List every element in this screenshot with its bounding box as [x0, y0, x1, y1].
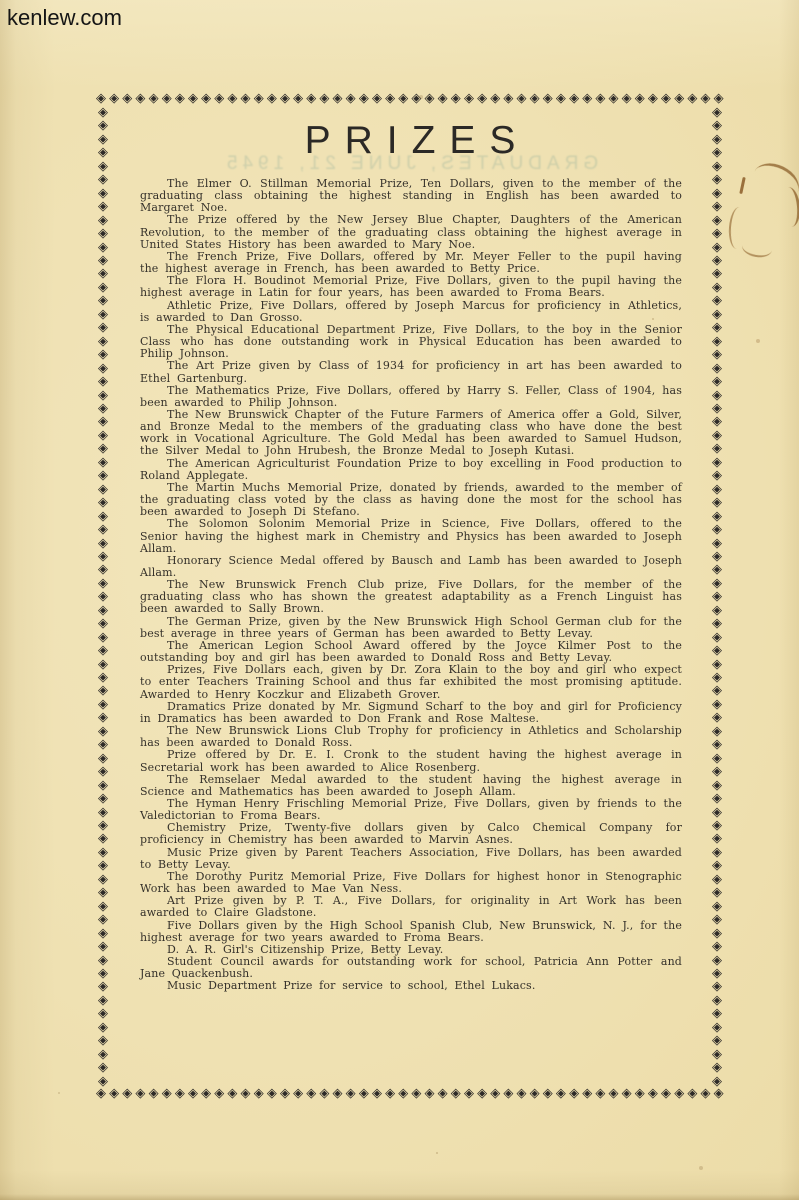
diamond-ornament-icon: ◈ — [712, 871, 722, 887]
diamond-ornament-icon: ◈ — [385, 1086, 396, 1101]
prize-paragraph: The Art Prize given by Class of 1934 for proficiency in art has been awarded to Ethel Gartenburg. — [140, 359, 682, 385]
diamond-ornament-icon: ◈ — [712, 1046, 722, 1062]
diamond-ornament-icon: ◈ — [174, 91, 185, 106]
diamond-ornament-icon: ◈ — [516, 1086, 527, 1101]
prize-paragraph: Prize offered by Dr. E. I. Cronk to the student having the highest average in Secretarial work has been awarded to Alice Rosenberg. — [140, 748, 682, 774]
diamond-ornament-icon: ◈ — [98, 656, 108, 672]
diamond-ornament-icon: ◈ — [477, 91, 488, 106]
prize-paragraph: The Mathematics Prize, Five Dollars, offered by Harry S. Feller, Class of 1904, has been awarded to Philip Johnson. — [140, 383, 682, 409]
diamond-ornament-icon: ◈ — [700, 1086, 711, 1101]
diamond-ornament-icon: ◈ — [712, 481, 722, 497]
diamond-ornament-icon: ◈ — [306, 1086, 317, 1101]
diamond-ornament-icon: ◈ — [712, 670, 722, 686]
diamond-ornament-icon: ◈ — [712, 562, 722, 578]
diamond-ornament-icon: ◈ — [712, 158, 722, 174]
stain-mark — [778, 186, 799, 228]
diamond-ornament-icon: ◈ — [96, 1086, 106, 1101]
diamond-ornament-icon: ◈ — [98, 105, 108, 120]
diamond-ornament-icon: ◈ — [424, 91, 435, 106]
diamond-ornament-icon: ◈ — [569, 1086, 580, 1101]
diamond-ornament-icon: ◈ — [516, 91, 527, 106]
diamond-ornament-icon: ◈ — [98, 427, 108, 443]
diamond-ornament-icon: ◈ — [98, 468, 108, 484]
diamond-ornament-icon: ◈ — [608, 1086, 619, 1101]
diamond-ornament-icon: ◈ — [712, 306, 722, 322]
diamond-ornament-icon: ◈ — [240, 1086, 251, 1101]
diamond-ornament-icon: ◈ — [529, 91, 540, 106]
diamond-ornament-icon: ◈ — [712, 737, 722, 753]
diamond-ornament-icon: ◈ — [98, 279, 108, 295]
prize-paragraph: The Flora H. Boudinot Memorial Prize, Five Dollars, given to the pupil having the highest average in Latin for four years, has been awarded to Froma Bears. — [140, 274, 682, 300]
diamond-ornament-icon: ◈ — [371, 91, 382, 106]
diamond-ornament-icon: ◈ — [98, 966, 108, 981]
prize-paragraph: The Elmer O. Stillman Memorial Prize, Ten Dollars, given to the member of the graduating class obtaining the highest standing in English has been awarded to Margaret Noe. — [140, 177, 682, 215]
diamond-ornament-icon: ◈ — [529, 1086, 540, 1101]
diamond-ornament-icon: ◈ — [595, 1086, 606, 1101]
diamond-ornament-icon: ◈ — [712, 885, 722, 901]
diamond-ornament-icon: ◈ — [98, 589, 108, 605]
diamond-ornament-icon: ◈ — [712, 185, 722, 201]
diamond-ornament-icon: ◈ — [98, 1019, 108, 1035]
prize-paragraph: Dramatics Prize donated by Mr. Sigmund Scharf to the boy and girl for Proficiency in Dramatics has been awarded to Don Frank and Rose Maltese. — [140, 699, 682, 725]
diamond-ornament-icon: ◈ — [98, 952, 108, 968]
diamond-ornament-icon: ◈ — [712, 952, 722, 968]
prize-list — [140, 178, 682, 992]
diamond-ornament-icon: ◈ — [712, 831, 722, 847]
diamond-ornament-icon: ◈ — [98, 347, 108, 363]
diamond-ornament-icon: ◈ — [358, 1086, 369, 1101]
diamond-ornament-icon: ◈ — [98, 1046, 108, 1062]
diamond-ornament-icon: ◈ — [98, 858, 108, 874]
diamond-ornament-icon: ◈ — [279, 1086, 290, 1101]
diamond-ornament-icon: ◈ — [98, 683, 108, 699]
diamond-ornament-icon: ◈ — [201, 1086, 212, 1101]
diamond-ornament-icon: ◈ — [98, 629, 108, 645]
diamond-ornament-icon: ◈ — [634, 91, 645, 106]
diamond-ornament-icon: ◈ — [411, 91, 422, 106]
prize-paragraph: The German Prize, given by the New Brunswick High School German club for the best average in three years of German has been awarded to Betty Levay. — [140, 614, 682, 640]
diamond-ornament-icon: ◈ — [279, 91, 290, 106]
diamond-ornament-icon: ◈ — [98, 199, 108, 215]
prize-paragraph: The Physical Educational Department Prize, Five Dollars, to the boy in the Senior Class who has done outstanding work in Physical Education has been awarded to Philip Johnson. — [140, 322, 682, 361]
stain-mark — [741, 237, 774, 260]
diamond-ornament-icon: ◈ — [712, 414, 722, 430]
stain-mark — [728, 206, 749, 249]
diamond-ornament-icon: ◈ — [712, 468, 722, 484]
diamond-ornament-icon: ◈ — [98, 818, 108, 834]
diamond-ornament-icon: ◈ — [661, 1086, 672, 1101]
diamond-ornament-icon: ◈ — [227, 91, 238, 106]
diamond-ornament-icon: ◈ — [490, 1086, 501, 1101]
diamond-ornament-icon: ◈ — [98, 1060, 108, 1076]
diamond-ornament-icon: ◈ — [319, 1086, 330, 1101]
diamond-ornament-icon: ◈ — [555, 1086, 566, 1101]
diamond-ornament-icon: ◈ — [712, 925, 722, 941]
diamond-ornament-icon: ◈ — [371, 1086, 382, 1101]
diamond-ornament-icon: ◈ — [674, 91, 685, 106]
diamond-ornament-icon: ◈ — [674, 1086, 685, 1101]
diamond-ornament-icon: ◈ — [98, 602, 108, 618]
diamond-ornament-icon: ◈ — [712, 777, 722, 793]
prize-paragraph: The Martin Muchs Memorial Prize, donated by friends, awarded to the member of the graduating class voted by the class as having done the most for the school has been awarded to Joseph Di Stefano. — [140, 480, 682, 519]
diamond-ornament-icon: ◈ — [712, 279, 722, 295]
diamond-ornament-icon: ◈ — [712, 105, 722, 120]
stain-mark — [747, 156, 799, 208]
diamond-ornament-icon: ◈ — [98, 925, 108, 941]
diamond-ornament-icon: ◈ — [712, 966, 722, 981]
diamond-ornament-icon: ◈ — [98, 616, 108, 632]
diamond-ornament-icon: ◈ — [266, 91, 277, 106]
prize-paragraph: The French Prize, Five Dollars, offered by Mr. Meyer Feller to the pupil having the highest average in French, has been awarded to Betty Price. — [140, 249, 682, 276]
diamond-ornament-icon: ◈ — [582, 1086, 593, 1101]
diamond-ornament-icon: ◈ — [98, 871, 108, 887]
diamond-ornament-icon: ◈ — [98, 1006, 108, 1022]
diamond-ornament-icon: ◈ — [713, 1086, 724, 1101]
diamond-ornament-icon: ◈ — [122, 1086, 133, 1101]
ornamental-border-frame — [96, 93, 724, 1102]
diamond-ornament-icon: ◈ — [98, 562, 108, 578]
prize-paragraph: The New Brunswick Lions Club Trophy for proficiency in Athletics and Scholarship has been awarded to Donald Ross. — [140, 724, 682, 750]
diamond-ornament-icon: ◈ — [98, 522, 108, 538]
diamond-ornament-icon: ◈ — [712, 320, 722, 336]
diamond-ornament-icon: ◈ — [98, 844, 108, 860]
diamond-ornament-icon: ◈ — [98, 239, 108, 255]
diamond-ornament-icon: ◈ — [712, 118, 722, 134]
diamond-ornament-icon: ◈ — [712, 145, 722, 161]
diamond-ornament-icon: ◈ — [96, 91, 106, 106]
diamond-ornament-icon: ◈ — [98, 764, 108, 780]
diamond-ornament-icon: ◈ — [712, 710, 722, 726]
diamond-ornament-icon: ◈ — [98, 791, 108, 807]
diamond-ornament-icon: ◈ — [712, 912, 722, 928]
diamond-ornament-icon: ◈ — [98, 710, 108, 726]
diamond-ornament-icon: ◈ — [712, 616, 722, 632]
page-title: PRIZES — [304, 119, 530, 162]
diamond-ornament-icon: ◈ — [98, 979, 108, 995]
prize-paragraph: The Remselaer Medal awarded to the student having the highest average in Science and Mathematics has been awarded to Joseph Allam. — [140, 772, 682, 798]
diamond-ornament-icon: ◈ — [98, 131, 108, 147]
diamond-ornament-icon: ◈ — [712, 427, 722, 443]
diamond-ornament-icon: ◈ — [712, 979, 722, 995]
prize-paragraph: D. A. R. Girl's Citizenship Prize, Betty Levay. — [167, 942, 444, 956]
diamond-ornament-icon: ◈ — [712, 1019, 722, 1035]
stain-mark — [739, 177, 745, 194]
diamond-ornament-icon: ◈ — [712, 387, 722, 403]
diamond-ornament-icon: ◈ — [555, 91, 566, 106]
diamond-ornament-icon: ◈ — [437, 1086, 448, 1101]
diamond-ornament-icon: ◈ — [266, 1086, 277, 1101]
diamond-ornament-icon: ◈ — [712, 764, 722, 780]
diamond-ornament-icon: ◈ — [713, 91, 724, 106]
diamond-ornament-icon: ◈ — [712, 602, 722, 618]
diamond-ornament-icon: ◈ — [98, 831, 108, 847]
diamond-ornament-icon: ◈ — [437, 91, 448, 106]
diamond-ornament-icon: ◈ — [411, 1086, 422, 1101]
diamond-ornament-icon: ◈ — [358, 91, 369, 106]
diamond-ornament-icon: ◈ — [148, 91, 159, 106]
prize-paragraph: The New Brunswick Chapter of the Future Farmers of America offer a Gold, Silver, and Bronze Medal to the members of the graduating class who have done the best work in Vocational Agriculture. The Gold Medal has been awarded to Samuel Hudson, the Silver Medal to John Hrubesh, the Bronze Medal to Joseph Kutasi. — [140, 407, 682, 458]
diamond-ornament-icon: ◈ — [98, 737, 108, 753]
diamond-ornament-icon: ◈ — [98, 185, 108, 201]
diamond-ornament-icon: ◈ — [98, 252, 108, 268]
diamond-ornament-icon: ◈ — [712, 696, 722, 712]
diamond-ornament-icon: ◈ — [98, 804, 108, 820]
diamond-ornament-icon: ◈ — [595, 91, 606, 106]
diamond-ornament-icon: ◈ — [98, 575, 108, 591]
prize-paragraph: Music Department Prize for service to school, Ethel Lukacs. — [167, 979, 536, 993]
diamond-ornament-icon: ◈ — [712, 454, 722, 470]
diamond-ornament-icon: ◈ — [201, 91, 212, 106]
diamond-ornament-icon: ◈ — [712, 656, 722, 672]
diamond-ornament-icon: ◈ — [621, 91, 632, 106]
diamond-ornament-icon: ◈ — [98, 118, 108, 134]
diamond-ornament-icon: ◈ — [98, 495, 108, 511]
diamond-ornament-icon: ◈ — [463, 1086, 474, 1101]
prize-paragraph: Prizes, Five Dollars each, given by Dr. Zora Klain to the boy and girl who expect to enter Teachers Training School and thus far exhibited the most promising aptitude. Awarded to Henry Koczkur and Elizabeth Grover. — [140, 663, 682, 701]
diamond-ornament-icon: ◈ — [712, 1060, 722, 1076]
diamond-ornament-icon: ◈ — [712, 441, 722, 457]
diamond-ornament-icon: ◈ — [135, 91, 146, 106]
diamond-ornament-icon: ◈ — [490, 91, 501, 106]
diamond-ornament-icon: ◈ — [542, 91, 553, 106]
diamond-ornament-icon: ◈ — [542, 1086, 553, 1101]
diamond-ornament-icon: ◈ — [98, 374, 108, 390]
prize-paragraph: Chemistry Prize, Twenty-five dollars given by Calco Chemical Company for proficiency in Chemistry has been awarded to Marvin Asnes. — [140, 821, 682, 847]
diamond-ornament-icon: ◈ — [712, 858, 722, 874]
diamond-ornament-icon: ◈ — [712, 172, 722, 188]
diamond-ornament-icon: ◈ — [463, 91, 474, 106]
diamond-ornament-icon: ◈ — [98, 481, 108, 497]
diamond-ornament-icon: ◈ — [109, 1086, 120, 1101]
showthrough-mirrored-text: GRADUATES, JUNE 21, 1945 — [221, 153, 599, 174]
diamond-ornament-icon: ◈ — [712, 293, 722, 309]
border-left — [96, 107, 110, 1088]
diamond-ornament-icon: ◈ — [98, 939, 108, 955]
diamond-ornament-icon: ◈ — [98, 898, 108, 914]
diamond-ornament-icon: ◈ — [712, 844, 722, 860]
diamond-ornament-icon: ◈ — [712, 629, 722, 645]
diamond-ornament-icon: ◈ — [712, 548, 722, 564]
diamond-ornament-icon: ◈ — [214, 1086, 225, 1101]
diamond-ornament-icon: ◈ — [98, 454, 108, 470]
diamond-ornament-icon: ◈ — [98, 508, 108, 524]
diamond-ornament-icon: ◈ — [398, 1086, 409, 1101]
diamond-ornament-icon: ◈ — [700, 91, 711, 106]
diamond-ornament-icon: ◈ — [98, 643, 108, 659]
diamond-ornament-icon: ◈ — [98, 696, 108, 712]
diamond-ornament-icon: ◈ — [621, 1086, 632, 1101]
diamond-ornament-icon: ◈ — [503, 91, 514, 106]
prize-paragraph: The Prize offered by the New Jersey Blue Chapter, Daughters of the American Revolution, to the member of the graduating class obtaining the highest average in United States History has been awarded to Mary Noe. — [140, 213, 682, 251]
prize-paragraph: The Hyman Henry Frischling Memorial Prize, Five Dollars, given by friends to the Valedictorian to Froma Bears. — [140, 796, 682, 823]
diamond-ornament-icon: ◈ — [161, 1086, 172, 1101]
diamond-ornament-icon: ◈ — [450, 91, 461, 106]
diamond-ornament-icon: ◈ — [98, 400, 108, 416]
diamond-ornament-icon: ◈ — [582, 91, 593, 106]
diamond-ornament-icon: ◈ — [503, 1086, 514, 1101]
diamond-ornament-icon: ◈ — [293, 91, 304, 106]
diamond-ornament-icon: ◈ — [98, 158, 108, 174]
diamond-ornament-icon: ◈ — [569, 91, 580, 106]
diamond-ornament-icon: ◈ — [712, 791, 722, 807]
prize-paragraph: The New Brunswick French Club prize, Five Dollars, for the member of the graduating class who has shown the greatest adaptability as a French Linguist has been awarded to Sally Brown. — [140, 578, 682, 616]
diamond-ornament-icon: ◈ — [161, 91, 172, 106]
diamond-ornament-icon: ◈ — [98, 360, 108, 376]
diamond-ornament-icon: ◈ — [98, 548, 108, 564]
diamond-ornament-icon: ◈ — [712, 347, 722, 363]
diamond-ornament-icon: ◈ — [345, 91, 356, 106]
diamond-ornament-icon: ◈ — [98, 333, 108, 349]
prize-paragraph: Five Dollars given by the High School Spanish Club, New Brunswick, N. J., for the highest average for two years awarded to Froma Bears. — [140, 918, 682, 944]
diamond-ornament-icon: ◈ — [712, 898, 722, 914]
diamond-ornament-icon: ◈ — [712, 226, 722, 242]
diamond-ornament-icon: ◈ — [98, 320, 108, 336]
diamond-ornament-icon: ◈ — [712, 1033, 722, 1049]
diamond-ornament-icon: ◈ — [98, 777, 108, 793]
diamond-ornament-icon: ◈ — [98, 226, 108, 242]
prize-paragraph: Athletic Prize, Five Dollars, offered by Joseph Marcus for proficiency in Athletics, is awarded to Dan Grosso. — [140, 298, 682, 324]
diamond-ornament-icon: ◈ — [712, 1073, 722, 1089]
border-right — [710, 107, 724, 1088]
diamond-ornament-icon: ◈ — [306, 91, 317, 106]
diamond-ornament-icon: ◈ — [319, 91, 330, 106]
diamond-ornament-icon: ◈ — [148, 1086, 159, 1101]
diamond-ornament-icon: ◈ — [98, 306, 108, 322]
diamond-ornament-icon: ◈ — [345, 1086, 356, 1101]
prize-paragraph: The American Agriculturist Foundation Prize to boy excelling in Food production to Roland Applegate. — [140, 456, 682, 482]
prize-paragraph: Honorary Science Medal offered by Bausch and Lamb has been awarded to Joseph Allam. — [140, 553, 682, 579]
diamond-ornament-icon: ◈ — [712, 723, 722, 739]
diamond-ornament-icon: ◈ — [712, 992, 722, 1008]
border-bottom — [96, 1088, 724, 1102]
diamond-ornament-icon: ◈ — [98, 212, 108, 228]
diamond-ornament-icon: ◈ — [98, 750, 108, 766]
prize-paragraph: Student Council awards for outstanding work for school, Patricia Ann Potter and Jane Quackenbush. — [140, 955, 682, 981]
diamond-ornament-icon: ◈ — [608, 91, 619, 106]
prize-paragraph: The American Legion School Award offered by the Joyce Kilmer Post to the outstanding boy and girl has been awarded to Donald Ross and Betty Levay. — [140, 638, 682, 665]
diamond-ornament-icon: ◈ — [385, 91, 396, 106]
diamond-ornament-icon: ◈ — [712, 683, 722, 699]
diamond-ornament-icon: ◈ — [712, 1006, 722, 1022]
watermark: kenlew.com — [7, 5, 122, 30]
diamond-ornament-icon: ◈ — [109, 91, 120, 106]
diamond-ornament-icon: ◈ — [98, 912, 108, 928]
diamond-ornament-icon: ◈ — [135, 1086, 146, 1101]
diamond-ornament-icon: ◈ — [98, 293, 108, 309]
diamond-ornament-icon: ◈ — [214, 91, 225, 106]
diamond-ornament-icon: ◈ — [174, 1086, 185, 1101]
diamond-ornament-icon: ◈ — [98, 266, 108, 282]
diamond-ornament-icon: ◈ — [634, 1086, 645, 1101]
diamond-ornament-icon: ◈ — [647, 91, 658, 106]
diamond-ornament-icon: ◈ — [712, 131, 722, 147]
prize-paragraph: The Solomon Solonim Memorial Prize in Science, Five Dollars, offered to the Senior having the highest mark in Chemistry and Physics has been awarded to Joseph Allam. — [140, 517, 682, 555]
diamond-ornament-icon: ◈ — [712, 199, 722, 215]
diamond-ornament-icon: ◈ — [712, 818, 722, 834]
diamond-ornament-icon: ◈ — [647, 1086, 658, 1101]
diamond-ornament-icon: ◈ — [227, 1086, 238, 1101]
diamond-ornament-icon: ◈ — [293, 1086, 304, 1101]
diamond-ornament-icon: ◈ — [122, 91, 133, 106]
diamond-ornament-icon: ◈ — [712, 522, 722, 538]
diamond-ornament-icon: ◈ — [332, 1086, 343, 1101]
diamond-ornament-icon: ◈ — [253, 1086, 264, 1101]
diamond-ornament-icon: ◈ — [450, 1086, 461, 1101]
diamond-ornament-icon: ◈ — [712, 266, 722, 282]
diamond-ornament-icon: ◈ — [712, 575, 722, 591]
diamond-ornament-icon: ◈ — [712, 400, 722, 416]
diamond-ornament-icon: ◈ — [712, 374, 722, 390]
diamond-ornament-icon: ◈ — [712, 939, 722, 955]
prize-paragraph: The Dorothy Puritz Memorial Prize, Five Dollars for highest honor in Stenographic Work has been awarded to Mae Van Ness. — [140, 869, 682, 896]
diamond-ornament-icon: ◈ — [477, 1086, 488, 1101]
diamond-ornament-icon: ◈ — [712, 212, 722, 228]
diamond-ornament-icon: ◈ — [712, 750, 722, 766]
diamond-ornament-icon: ◈ — [98, 145, 108, 161]
diamond-ornament-icon: ◈ — [687, 1086, 698, 1101]
diamond-ornament-icon: ◈ — [98, 992, 108, 1008]
diamond-ornament-icon: ◈ — [712, 643, 722, 659]
diamond-ornament-icon: ◈ — [98, 441, 108, 457]
diamond-ornament-icon: ◈ — [712, 804, 722, 820]
diamond-ornament-icon: ◈ — [398, 91, 409, 106]
diamond-ornament-icon: ◈ — [712, 360, 722, 376]
diamond-ornament-icon: ◈ — [98, 535, 108, 551]
diamond-ornament-icon: ◈ — [98, 885, 108, 901]
diamond-ornament-icon: ◈ — [98, 1033, 108, 1049]
diamond-ornament-icon: ◈ — [712, 589, 722, 605]
diamond-ornament-icon: ◈ — [712, 252, 722, 268]
diamond-ornament-icon: ◈ — [98, 414, 108, 430]
diamond-ornament-icon: ◈ — [98, 1073, 108, 1089]
diamond-ornament-icon: ◈ — [187, 1086, 198, 1101]
diamond-ornament-icon: ◈ — [253, 91, 264, 106]
diamond-ornament-icon: ◈ — [712, 535, 722, 551]
border-top — [96, 93, 724, 107]
diamond-ornament-icon: ◈ — [712, 508, 722, 524]
diamond-ornament-icon: ◈ — [332, 91, 343, 106]
diamond-ornament-icon: ◈ — [712, 239, 722, 255]
diamond-ornament-icon: ◈ — [98, 387, 108, 403]
diamond-ornament-icon: ◈ — [687, 91, 698, 106]
prize-paragraph: Music Prize given by Parent Teachers Association, Five Dollars, has been awarded to Betty Levay. — [140, 845, 682, 871]
diamond-ornament-icon: ◈ — [98, 172, 108, 188]
diamond-ornament-icon: ◈ — [424, 1086, 435, 1101]
diamond-ornament-icon: ◈ — [712, 495, 722, 511]
diamond-ornament-icon: ◈ — [98, 723, 108, 739]
diamond-ornament-icon: ◈ — [240, 91, 251, 106]
diamond-ornament-icon: ◈ — [712, 333, 722, 349]
diamond-ornament-icon: ◈ — [98, 670, 108, 686]
diamond-ornament-icon: ◈ — [661, 91, 672, 106]
diamond-ornament-icon: ◈ — [187, 91, 198, 106]
prize-paragraph: Art Prize given by P. T. A., Five Dollars, for originality in Art Work has been awarded to Claire Gladstone. — [140, 894, 682, 920]
